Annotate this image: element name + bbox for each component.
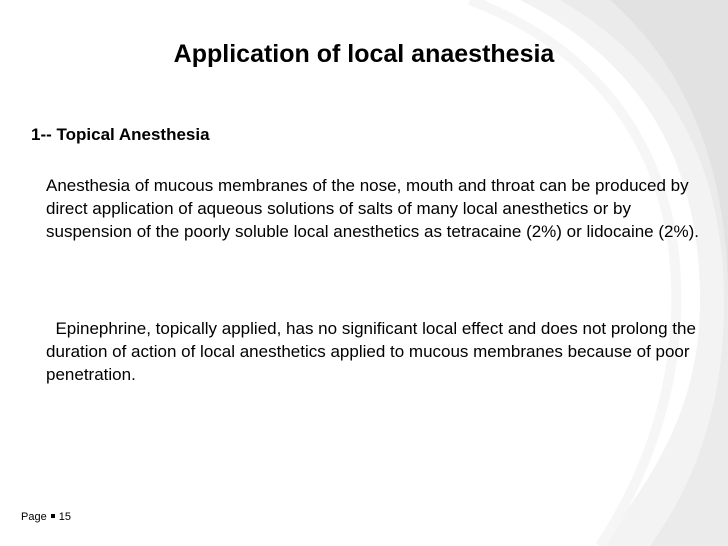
- page-footer: [21, 510, 71, 524]
- section-heading: 1-- Topical Anesthesia: [31, 125, 210, 144]
- page-label: Page: [21, 511, 47, 523]
- body-paragraph: Anesthesia of mucous membranes of the nose, mouth and throat can be produced by direct application of aqueous solutions of salts of many local anesthetics or by suspension of the poorly soluble local anesthetics as tetracaine (2%) or lidocaine (2%).: [46, 176, 699, 241]
- page-number: 15: [58, 511, 71, 523]
- body-paragraph: Epinephrine, topically applied, has no significant local effect and does not prolong the duration of action of local anesthetics applied to mucous membranes because of poor penetration.: [46, 319, 701, 384]
- slide-title: Application of local anaesthesia: [173, 40, 555, 68]
- bullet-icon: [51, 514, 55, 518]
